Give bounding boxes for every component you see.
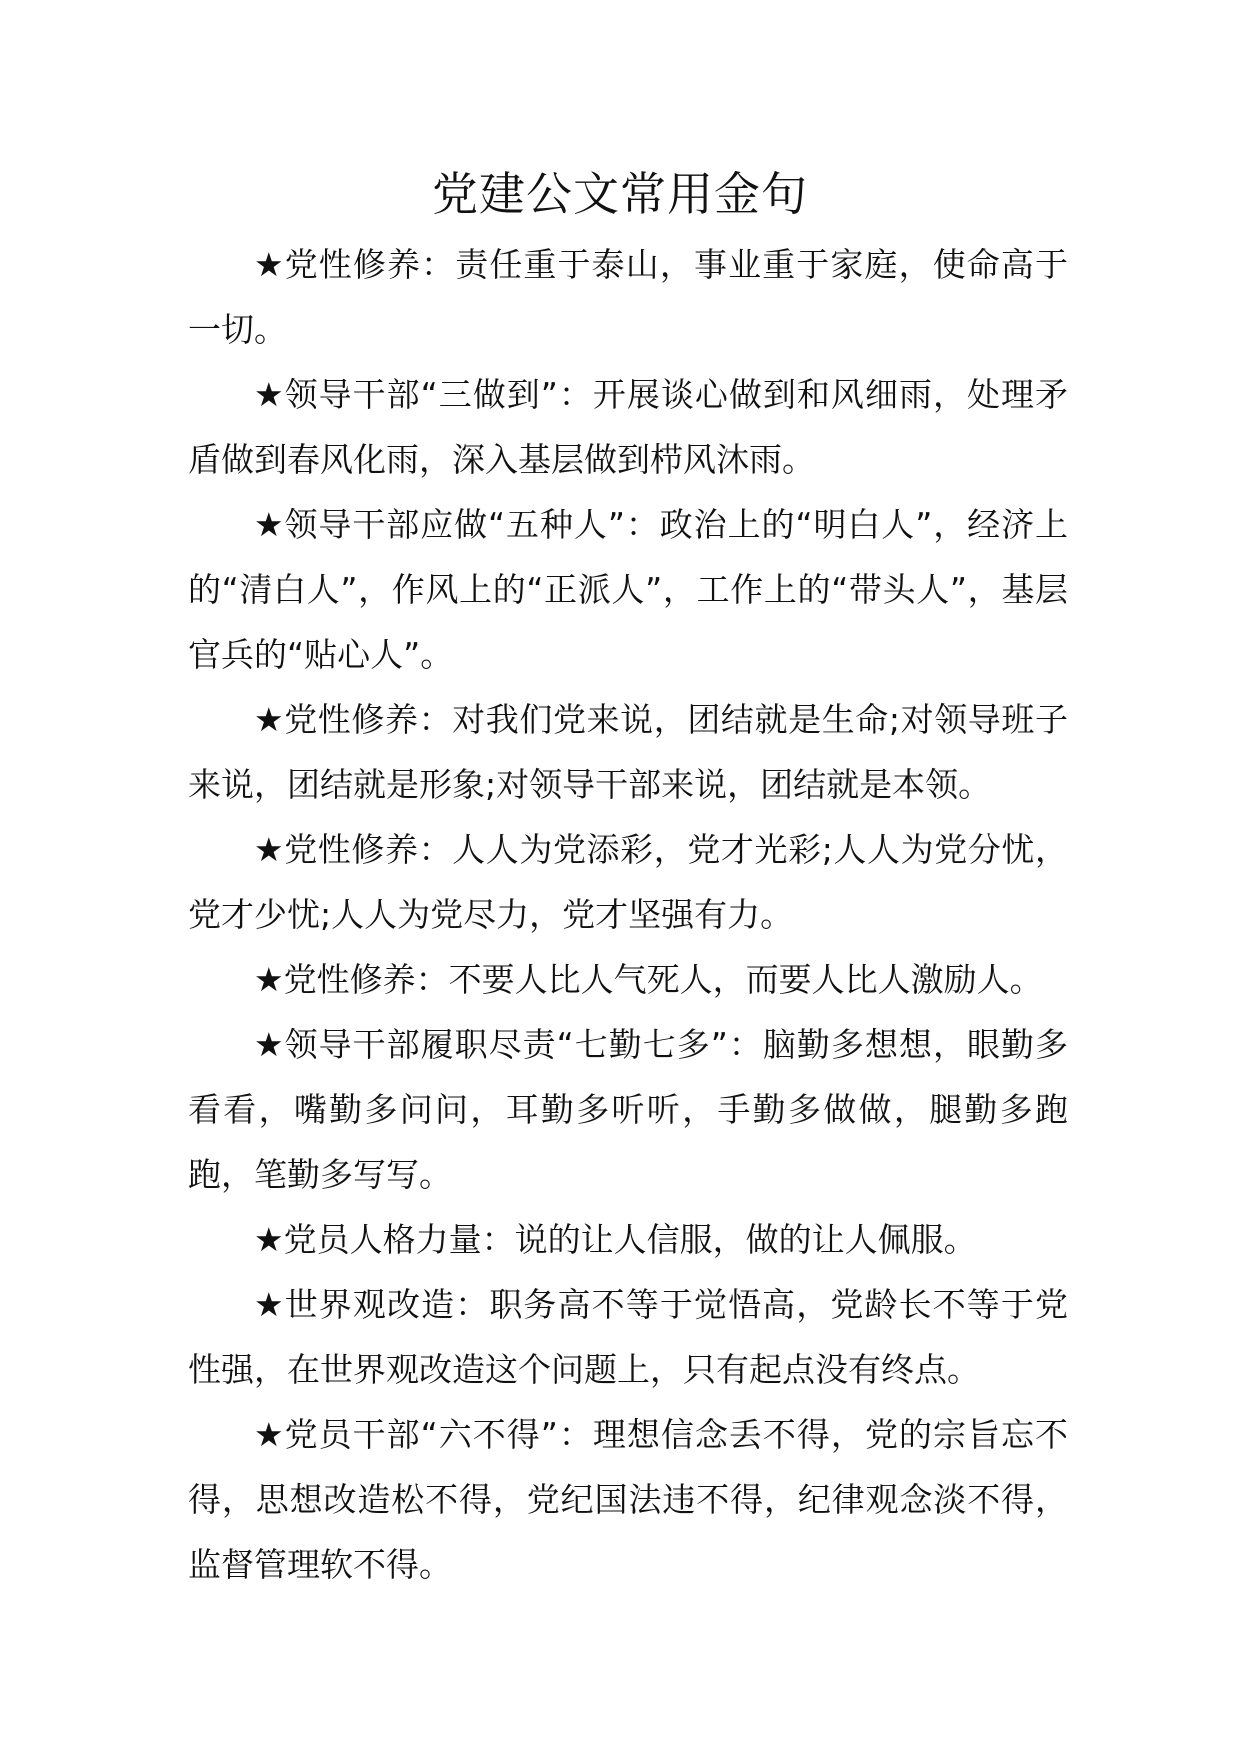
paragraph-text: 领导干部履职尽责“七勤七多”：脑勤多想想，眼勤多看看，嘴勤多问问，耳勤多听听，手勤多做做，腿勤多跑跑，笔勤多写写。 — [188, 1025, 1068, 1194]
star-icon: ★ — [254, 505, 285, 544]
star-icon: ★ — [254, 1220, 284, 1259]
paragraph — [188, 1272, 1068, 1402]
paragraph — [188, 362, 1068, 492]
paragraph — [188, 1207, 1068, 1272]
paragraph — [188, 1012, 1068, 1207]
paragraph — [188, 817, 1068, 947]
star-icon: ★ — [254, 1285, 285, 1324]
paragraph — [188, 947, 1068, 1012]
star-icon: ★ — [254, 1025, 285, 1064]
paragraph-text: 党员人格力量：说的让人信服，做的让人佩服。 — [283, 1220, 977, 1259]
paragraph-text: 党员干部“六不得”：理想信念丢不得，党的宗旨忘不得，思想改造松不得，党纪国法违不得，纪律观念淡不得，监督管理软不得。 — [188, 1415, 1068, 1584]
star-icon: ★ — [254, 245, 285, 284]
paragraph — [188, 492, 1068, 687]
paragraph — [188, 687, 1068, 817]
star-icon: ★ — [254, 375, 285, 414]
paragraph-text: 世界观改造：职务高不等于觉悟高，党龄长不等于党性强，在世界观改造这个问题上，只有起点没有终点。 — [188, 1285, 1069, 1389]
star-icon: ★ — [254, 700, 285, 739]
paragraph-text: 党性修养：不要人比人气死人，而要人比人激励人。 — [283, 960, 1043, 999]
paragraph-text: 领导干部应做“五种人”：政治上的“明白人”，经济上的“清白人”，作风上的“正派人”，工作上的“带头人”，基层官兵的“贴心人”。 — [188, 505, 1068, 674]
paragraph-text: 领导干部“三做到”：开展谈心做到和风细雨，处理矛盾做到春风化雨，深入基层做到栉风沐雨。 — [188, 375, 1068, 479]
paragraph — [188, 1402, 1068, 1597]
paragraph-text: 党性修养：人人为党添彩，党才光彩;人人为党分忧，党才少忧;人人为党尽力，党才坚强有力。 — [188, 830, 1068, 934]
star-icon: ★ — [254, 830, 285, 869]
document-body — [188, 232, 1068, 1597]
paragraph-text: 党性修养：对我们党来说，团结就是生命;对领导班子来说，团结就是形象;对领导干部来说，团结就是本领。 — [188, 700, 1068, 804]
paragraph — [188, 232, 1068, 362]
star-icon: ★ — [254, 1415, 285, 1454]
document-title: 党建公文常用金句 — [432, 167, 808, 221]
paragraph-text: 党性修养：责任重于泰山，事业重于家庭，使命高于一切。 — [188, 245, 1069, 349]
star-icon: ★ — [254, 960, 284, 999]
